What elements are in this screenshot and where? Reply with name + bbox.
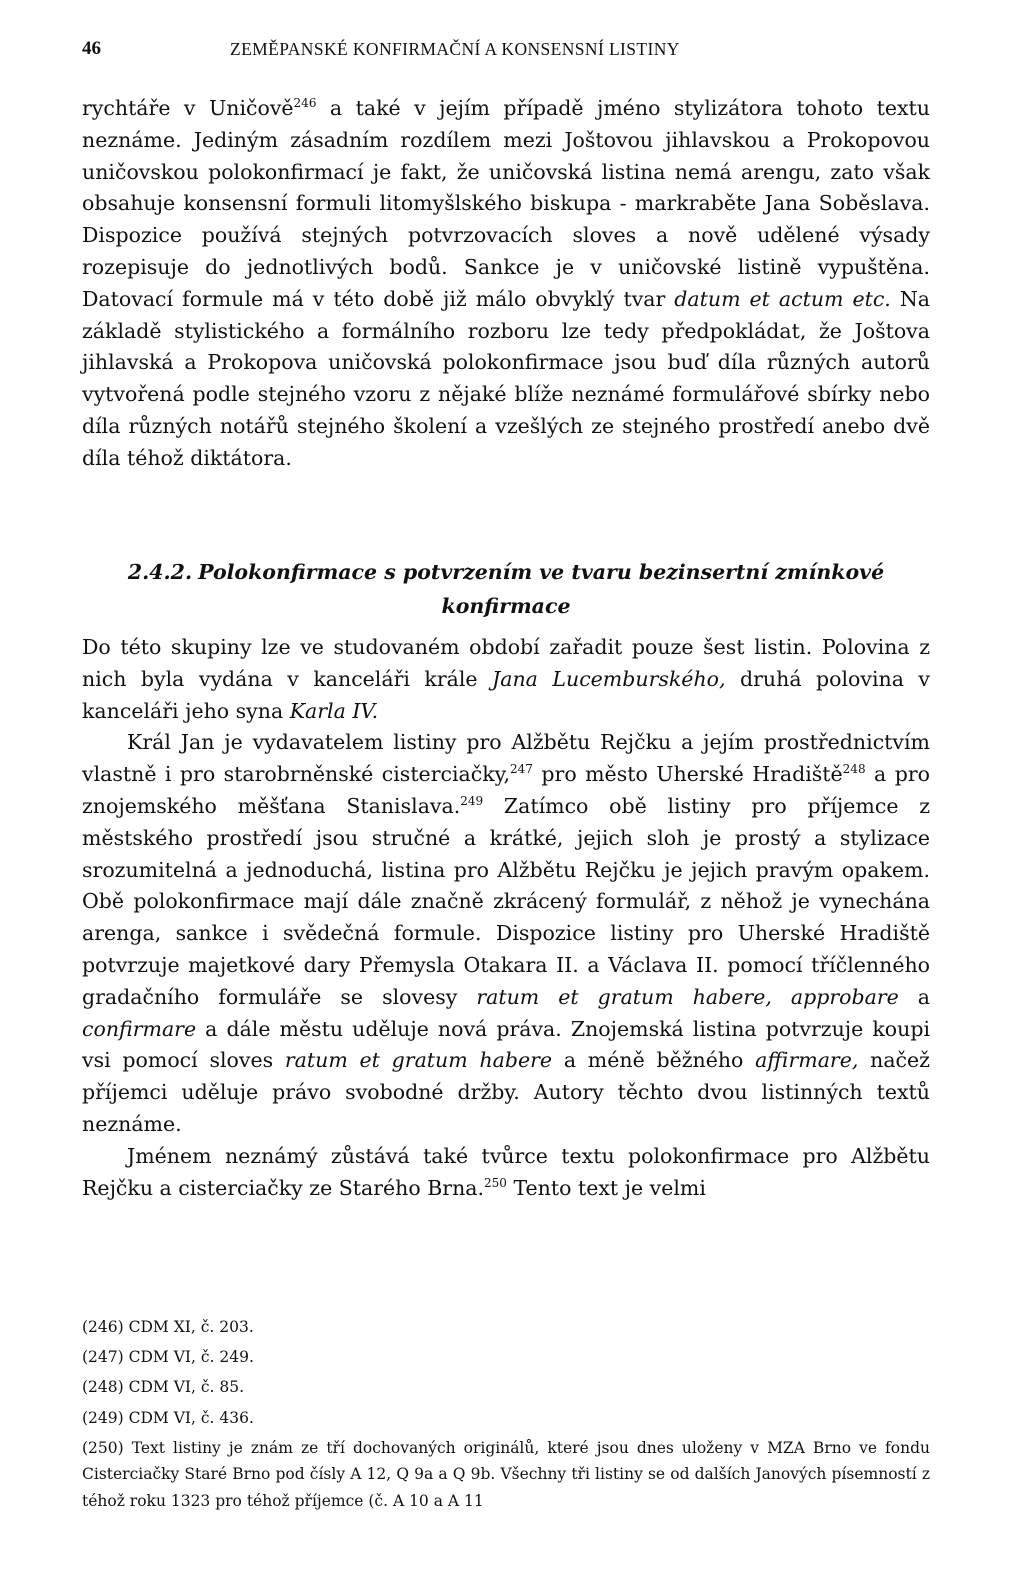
text-run: Do této skupiny lze ve studovaném období zařadit pouze šest listin. Polovina z nich byla vydána v kanceláři krále bbox=[82, 635, 930, 691]
running-title: ZEMĚPANSKÉ KONFIRMAČNÍ A KONSENSNÍ LISTINY bbox=[230, 39, 680, 59]
footnote-ref: 247 bbox=[510, 762, 533, 777]
text-run: Na základě stylistického a formálního rozboru lze tedy předpokládat, že Joštova jihlavská a Prokopova uničovská polokonfirmace jsou buď díla různých autorů vytvořená podle stejného vzoru z nějaké blíže neznámé formulářové sbírky nebo díla různých notářů stejného školení a vzešlých ze stejného prostředí anebo dvě díla téhož diktátora. bbox=[82, 286, 930, 470]
italic-phrase: confirmare bbox=[82, 1016, 197, 1041]
italic-phrase: Karla IV. bbox=[289, 698, 379, 723]
footnote-ref: 249 bbox=[460, 793, 484, 808]
text-run: Tento text je velmi bbox=[506, 1175, 706, 1200]
text-run: a také v jejím případě jméno stylizátora tohoto textu neznáme. Jediným zásadním rozdílem mezi Joštovou jihlavskou a Prokopovou uničovskou polokonfirmací je fakt, že uničovská listina nemá arengu, zato však obsahuje konsensní formuli litomyšlského biskupa - markraběte Jana Soběslava. Dispozice používá stejných potvrzovacích sloves a nově udělené výsady rozepisuje do jednotlivých bodů. Sankce je v uničovské listině vypuštěna. Datovací formule má v této době již málo obvyklý tvar bbox=[82, 96, 930, 311]
paragraph bbox=[82, 1141, 930, 1205]
italic-phrase: Jana Lucemburského, bbox=[492, 666, 726, 691]
footnote-246: (246) CDM XI, č. 203. bbox=[82, 1318, 254, 1336]
text-run: druhá polovina v kanceláři jeho syna bbox=[82, 666, 931, 723]
text-run: a pro znojemského měšťana Stanislava. bbox=[82, 762, 930, 818]
footnote-ref: 248 bbox=[842, 762, 866, 777]
footnote-248: (248) CDM VI, č. 85. bbox=[82, 1378, 245, 1397]
section-title: Polokonfirmace s potvrzením ve tvaru bezinsertní zmínkové konfirmace bbox=[198, 560, 885, 618]
text-run: a méně běžného bbox=[552, 1048, 756, 1073]
text-run: pro město Uherské Hradiště bbox=[532, 762, 843, 787]
footnotes bbox=[82, 1312, 930, 1514]
section-body bbox=[82, 632, 930, 1204]
footnote-ref: 246 bbox=[293, 96, 317, 110]
text-run: a dále městu uděluje nová práva. Znojemská listina potvrzuje koupi vsi pomocí sloves bbox=[82, 1016, 930, 1073]
italic-phrase: affirmare, bbox=[755, 1048, 859, 1073]
text-run: načež příjemci uděluje právo svobodné držby. Autory těchto dvou listinných textů neznáme. bbox=[82, 1048, 930, 1136]
footnote-250: (250) Text listiny je znám ze tří dochovaných originálů, které jsou dnes uloženy v MZA Brno ve fondu Cisterciačky Staré Brno pod čísly A 12, Q 9a a Q 9b. Všechny tři listiny se od dalších Janových písemností z téhož roku 1323 pro téhož příjemce (č. A 10 a A 11 bbox=[82, 1438, 930, 1510]
footnote-247: (247) CDM VI, č. 249. bbox=[82, 1348, 254, 1367]
italic-phrase: datum et actum etc. bbox=[674, 286, 891, 311]
italic-phrase: ratum et gratum habere, approbare bbox=[476, 984, 899, 1009]
section-heading bbox=[82, 555, 930, 623]
page-number: 46 bbox=[82, 38, 101, 59]
italic-phrase: ratum et gratum habere bbox=[284, 1048, 553, 1073]
paragraph bbox=[82, 727, 930, 1140]
text-run: rychtáře v Uničově bbox=[82, 96, 294, 120]
text-run: Zatímco obě listiny pro příjemce z městského prostředí jsou stručné a krátké, jejich sloh je prostý a stylizace srozumitelná a jednoduchá, listina pro Alžbětu Rejčku je jejich pravým opakem. Obě polokonfirmace mají dále značně zkrácený formulář, z něhož je vynechána arenga, sankce i svědečná formule. Dispozice listiny pro Uherské Hradiště potvrzuje majetkové dary Přemysla Otakara II. a Václava II. pomocí tříčlenného gradačního formuláře se slovesy bbox=[82, 793, 931, 1009]
paragraph bbox=[82, 93, 930, 475]
paragraph bbox=[82, 632, 930, 727]
footnote-249: (249) CDM VI, č. 436. bbox=[82, 1408, 254, 1427]
text-run: a bbox=[898, 984, 930, 1009]
section-number: 2.4.2. bbox=[127, 560, 193, 584]
text-run: Jménem neznámý zůstává také tvůrce textu polokonfirmace pro Alžbětu Rejčku a cisterciačky ze Starého Brna. bbox=[82, 1143, 930, 1200]
body-text-continuation bbox=[82, 93, 930, 475]
running-header bbox=[82, 38, 942, 62]
text-run: Král Jan je vydavatelem listiny pro Alžbětu Rejčku a jejím prostřednictvím vlastně i pro starobrněnské cisterciačky, bbox=[82, 730, 930, 787]
footnote-ref: 250 bbox=[484, 1175, 507, 1190]
